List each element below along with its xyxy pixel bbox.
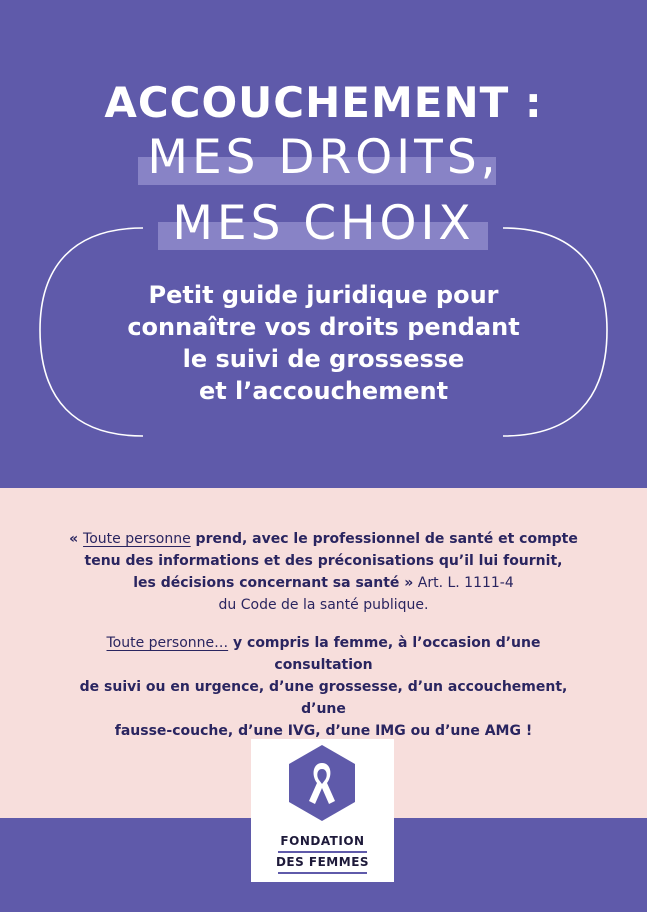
legal-quote <box>60 528 587 742</box>
title-line-1: ACCOUCHEMENT : <box>104 78 543 127</box>
subtitle-line: connaître vos droits pendant <box>127 313 520 341</box>
logo-text-line-2: DES FEMMES <box>275 855 370 869</box>
subtitle-line: et l’accouchement <box>198 377 449 405</box>
title-line-2: MES DROITS, <box>147 130 500 185</box>
quote-open-mark: « <box>69 531 84 547</box>
statement-line-1: y compris la femme, à l’occasion d’une consultation <box>228 635 541 673</box>
subtitle-line: le suivi de grossesse <box>182 345 465 373</box>
logo-divider <box>278 872 367 874</box>
statement-subject: Toute personne… <box>106 635 229 651</box>
logo-divider <box>278 851 367 853</box>
quote-reference-1: Art. L. 1111-4 <box>413 575 514 591</box>
subtitle <box>60 279 587 407</box>
statement-line-2: de suivi ou en urgence, d’une grossesse, d’un accouchement, d’une <box>79 679 568 717</box>
title-line-3: MES CHOIX <box>172 196 475 251</box>
quote-text-2: tenu des informations et des préconisations qu’il lui fournit, <box>84 553 563 569</box>
fondation-des-femmes-logo <box>251 739 394 882</box>
quote-text-3: les décisions concernant sa santé » <box>133 575 414 591</box>
statement-paragraph <box>60 632 587 742</box>
quote-subject: Toute personne <box>83 531 191 547</box>
logo-text-line-1: FONDATION <box>280 834 365 848</box>
quote-reference-2: du Code de la santé publique. <box>218 597 429 613</box>
quote-paragraph <box>60 528 587 616</box>
quote-text-1: prend, avec le professionnel de santé et compte <box>190 531 578 547</box>
statement-line-3: fausse-couche, d’une IVG, d’une IMG ou d’une AMG ! <box>114 723 533 739</box>
subtitle-line: Petit guide juridique pour <box>148 281 499 309</box>
